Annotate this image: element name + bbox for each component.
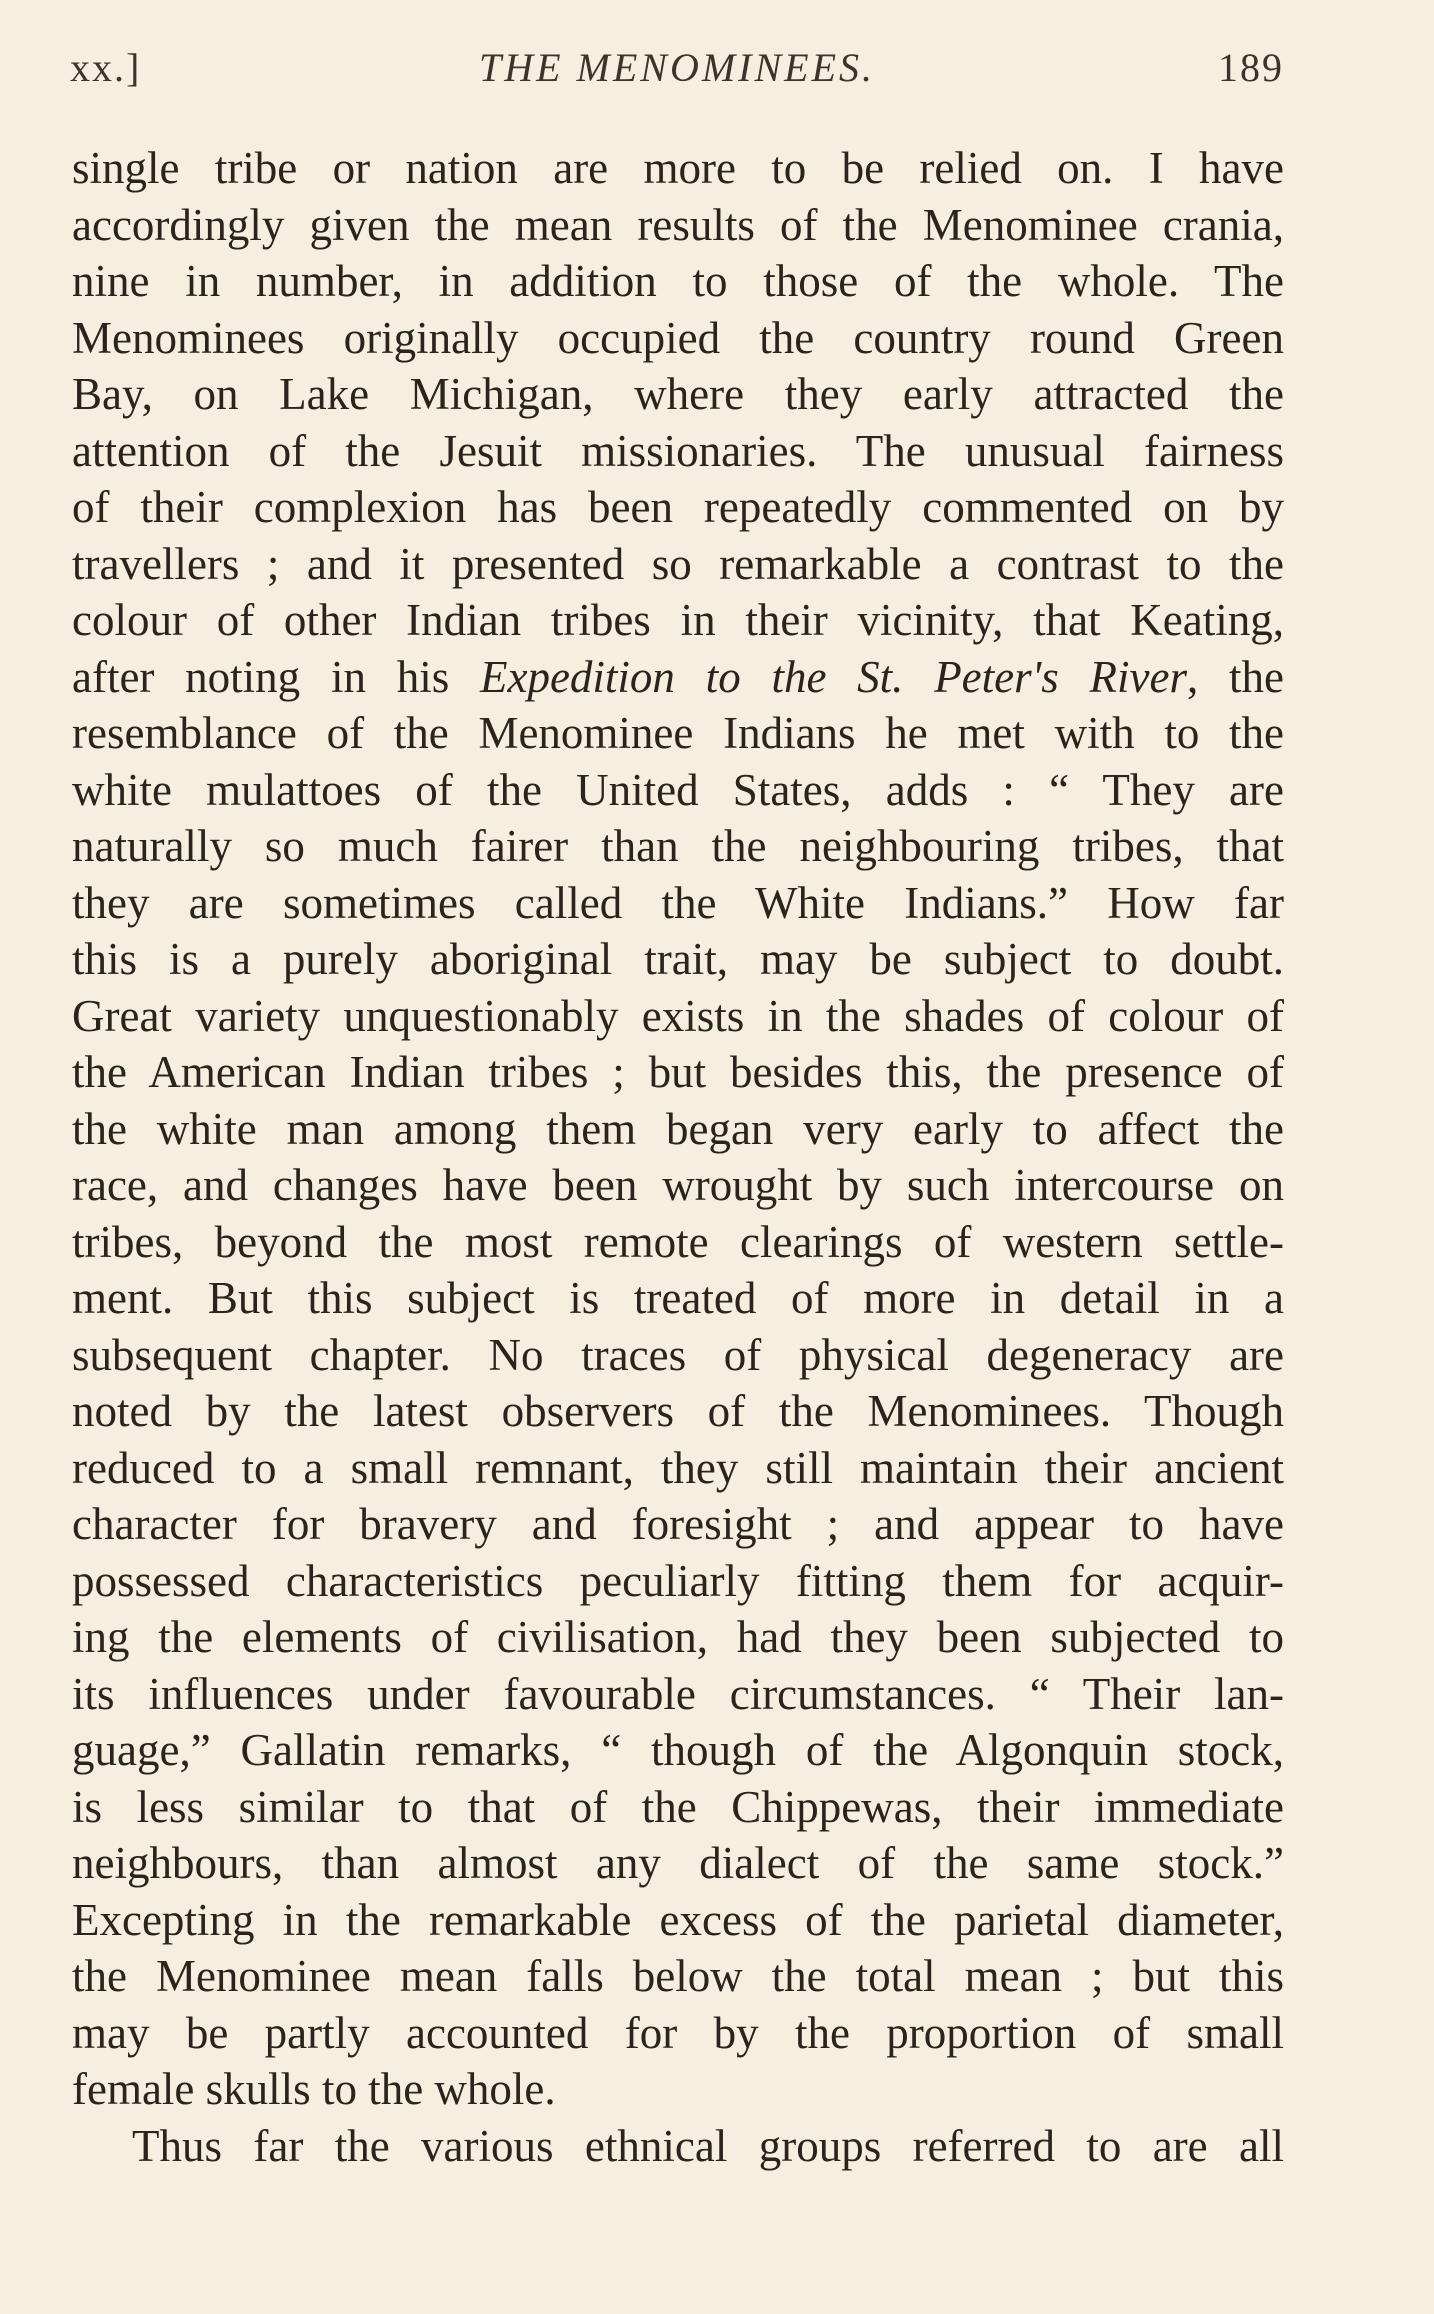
text-line: possessed characteristics peculiarly fitting them for acquir-	[72, 1555, 1284, 1606]
text-line: ment. But this subject is treated of more in detail in a	[72, 1273, 1284, 1323]
text-line: they are sometimes called the White Indians.” How far	[72, 877, 1284, 928]
text-line: colour of other Indian tribes in their vicinity, that Keating,	[72, 595, 1284, 645]
text-line: tribes, beyond the most remote clearings of western settle-	[72, 1216, 1284, 1267]
running-header	[70, 44, 1284, 104]
text-line-with-italic-title	[72, 649, 1284, 706]
text-line: single tribe or nation are more to be relied on. I have	[72, 143, 1284, 193]
text-line: the American Indian tribes ; but besides this, the presence of	[72, 1047, 1284, 1097]
text-line: noted by the latest observers of the Menominees. Though	[72, 1386, 1284, 1436]
text-line: of their complexion has been repeatedly commented on by	[72, 482, 1284, 532]
text-line: the white man among them began very early to affect the	[72, 1103, 1284, 1154]
text-line: Great variety unquestionably exists in the shades of colour of	[72, 990, 1284, 1041]
text-line: this is a purely aboriginal trait, may be subject to doubt.	[72, 934, 1284, 984]
text-line: attention of the Jesuit missionaries. The unusual fairness	[72, 425, 1284, 476]
text-line: travellers ; and it presented so remarkable a contrast to the	[72, 538, 1284, 589]
text-line: white mulattoes of the United States, adds : “ They are	[72, 764, 1284, 815]
text-line: accordingly given the mean results of the Menominee crania,	[72, 199, 1284, 250]
text-line: Menominees originally occupied the country round Green	[72, 312, 1284, 363]
line-segment: , the	[1187, 651, 1284, 702]
text-line: naturally so much fairer than the neighbouring tribes, that	[72, 821, 1284, 871]
text-line: reduced to a small remnant, they still maintain their ancient	[72, 1442, 1284, 1493]
paragraph-start-line: Thus far the various ethnical groups referred to are all	[132, 2120, 1284, 2171]
running-title: THE MENOMINEES.	[478, 45, 876, 90]
text-line: its influences under favourable circumstances. “ Their lan-	[72, 1668, 1284, 1719]
paragraph-end-line: female skulls to the whole.	[72, 2064, 556, 2114]
text-line: character for bravery and foresight ; and appear to have	[72, 1499, 1284, 1549]
text-line: resemblance of the Menominee Indians he met with to the	[72, 708, 1284, 758]
text-line: neighbours, than almost any dialect of the same stock.”	[72, 1838, 1284, 1888]
book-title-italic: Expedition to the St. Peter's River	[479, 651, 1187, 702]
body-text	[72, 140, 1284, 2174]
text-line: Bay, on Lake Michigan, where they early attracted the	[72, 369, 1284, 419]
text-line: race, and changes have been wrought by such intercourse on	[72, 1160, 1284, 1210]
text-line: ing the elements of civilisation, had they been subjected to	[72, 1612, 1284, 1662]
text-line: is less similar to that of the Chippewas, their immediate	[72, 1781, 1284, 1832]
page-number: 189	[1218, 45, 1284, 90]
text-line: nine in number, in addition to those of the whole. The	[72, 256, 1284, 306]
section-marker: xx.]	[70, 45, 142, 90]
text-line: may be partly accounted for by the proportion of small	[72, 2007, 1284, 2058]
text-line: the Menominee mean falls below the total mean ; but this	[72, 1951, 1284, 2001]
text-line: Excepting in the remarkable excess of the parietal diameter,	[72, 1894, 1284, 1945]
line-segment: after noting in his	[72, 651, 480, 702]
text-line: subsequent chapter. No traces of physical degeneracy are	[72, 1329, 1284, 1380]
text-line: guage,” Gallatin remarks, “ though of the Algonquin stock,	[72, 1725, 1284, 1775]
